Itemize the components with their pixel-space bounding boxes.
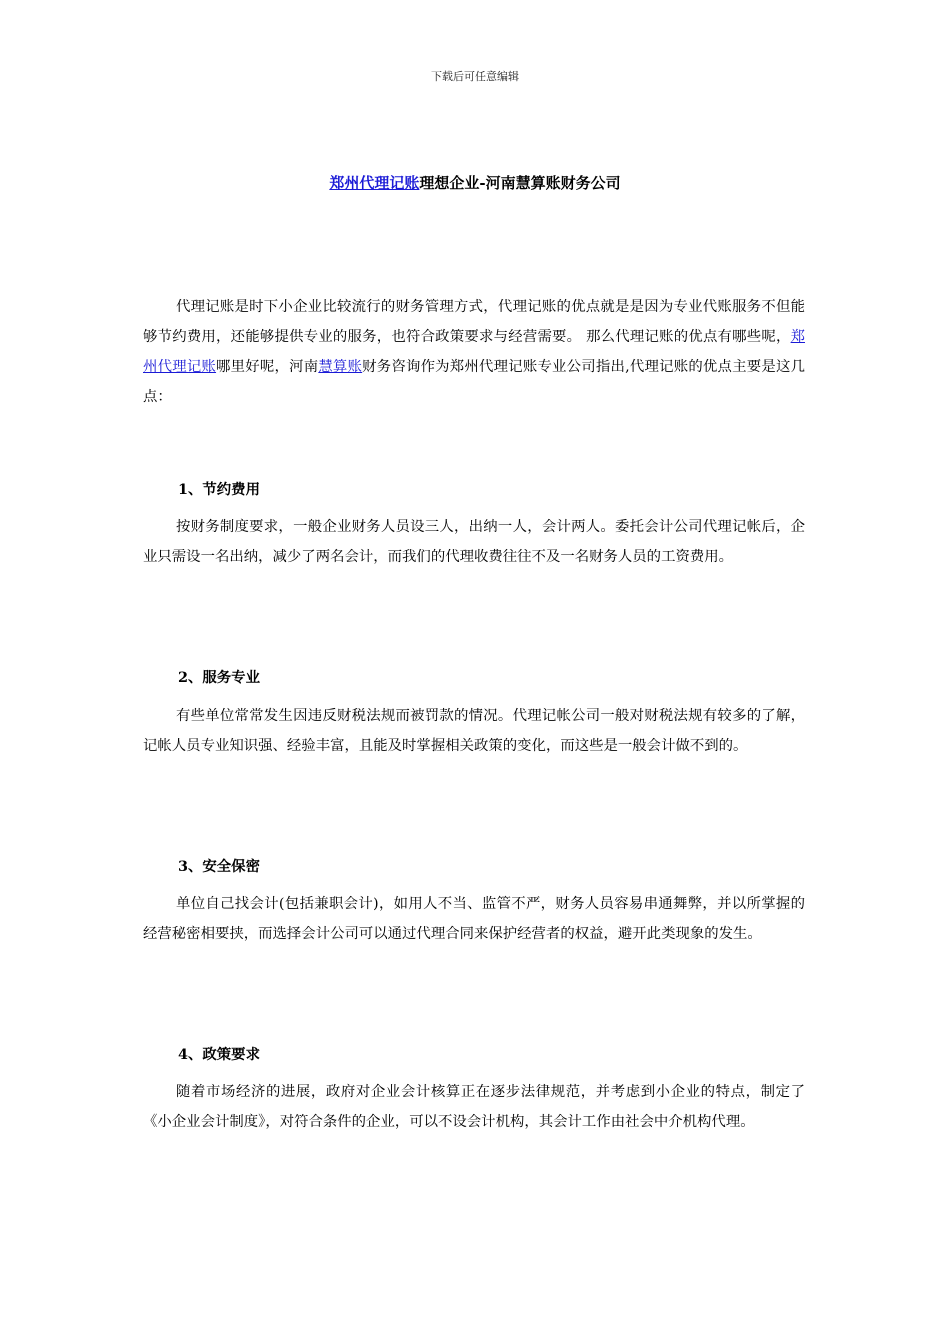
section-body-3: 单位自己找会计(包括兼职会计)，如用人不当、监管不严，财务人员容易串通舞弊，并以所掌握的经营秘密相要挟，而选择会计公司可以通过代理合同来保护经营者的权益，避开此类现象的发生。 (143, 896, 805, 942)
intro-text-1: 代理记账是时下小企业比较流行的财务管理方式，代理记账的优点就是是因为专业代账服务不但能够节约费用，还能够提供专业的服务，也符合政策要求与经营需要。 那么代理记账的优点有哪些呢， (143, 299, 805, 345)
document-title (0, 172, 950, 193)
intro-paragraph (143, 292, 805, 412)
header-note: 下载后可任意编辑 (431, 70, 519, 83)
section-heading-1: 1、节约费用 (178, 481, 260, 498)
section-heading-2: 2、服务专业 (178, 669, 260, 686)
intro-link-zhengzhou[interactable]: 郑州代理记账 (143, 329, 805, 375)
intro-text-2: 哪里好呢，河南 (216, 359, 319, 375)
section-body-2: 有些单位常常发生因违反财税法规而被罚款的情况。代理记帐公司一般对财税法规有较多的了解，记帐人员专业知识强、经验丰富，且能及时掌握相关政策的变化，而这些是一般会计做不到的。 (143, 708, 805, 754)
intro-link-huisuanzhang[interactable]: 慧算账 (318, 359, 363, 375)
intro-text-3: 财务咨询作为郑州代理记账专业公司指出,代理记账的优点主要是这几点： (143, 359, 805, 405)
section-heading-4: 4、政策要求 (178, 1046, 260, 1063)
title-link[interactable]: 郑州代理记账 (329, 174, 420, 192)
section-body-1: 按财务制度要求，一般企业财务人员设三人，出纳一人，会计两人。委托会计公司代理记帐后，企业只需设一名出纳，减少了两名会计，而我们的代理收费往往不及一名财务人员的工资费用。 (143, 519, 805, 565)
section-heading-3: 3、安全保密 (178, 858, 260, 875)
title-rest: 理想企业-河南慧算账财务公司 (419, 174, 621, 192)
section-body-4: 随着市场经济的进展，政府对企业会计核算正在逐步法律规范，并考虑到小企业的特点，制定了《小企业会计制度》，对符合条件的企业，可以不设会计机构，其会计工作由社会中介机构代理。 (143, 1084, 805, 1130)
